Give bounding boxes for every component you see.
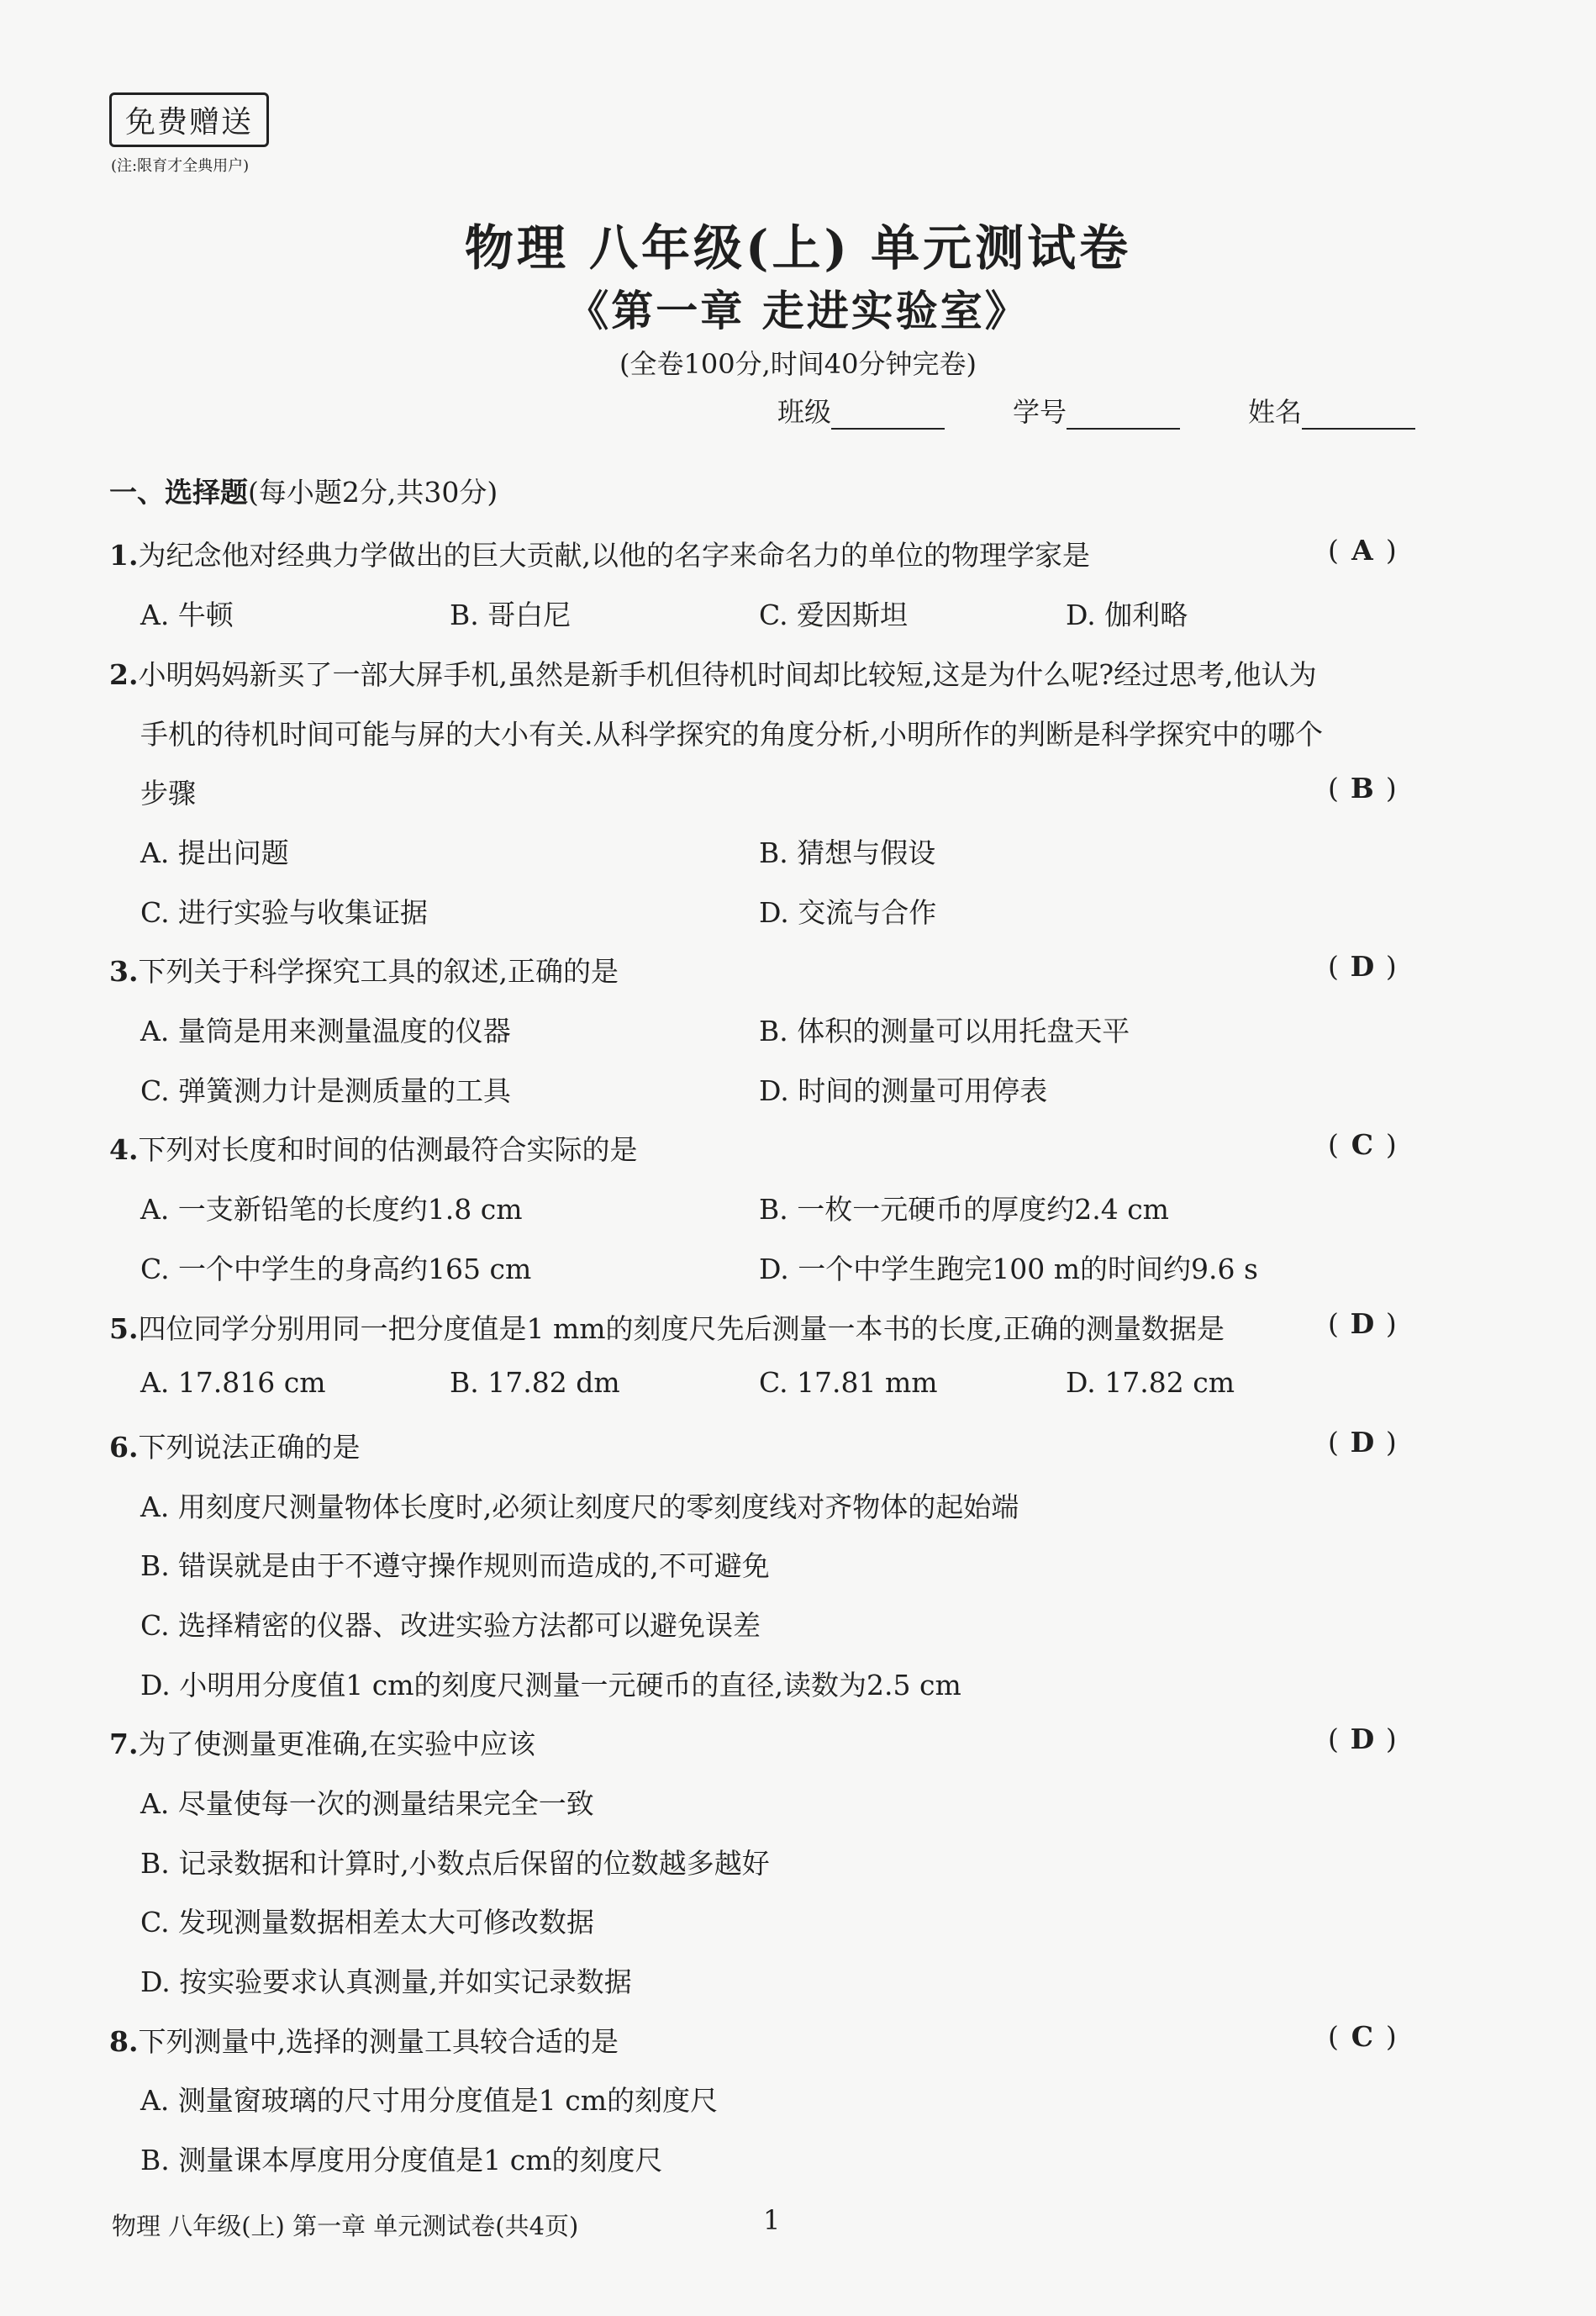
question-number: 5. [109, 1312, 139, 1345]
free-gift-badge: 免费赠送 [109, 92, 269, 147]
class-blank [831, 403, 945, 430]
number-field [1013, 391, 1180, 430]
option: A. 提出问题 [140, 836, 289, 869]
question-5 [109, 1307, 1225, 1347]
answer-7: ( D ) [1328, 1722, 1397, 1755]
option: D. 伽利略 [1066, 599, 1188, 631]
page-footer: 物理 八年级(上) 第一章 单元测试卷(共4页) [112, 2212, 579, 2240]
option: B. 一枚一元硬币的厚度约2.4 cm [759, 1193, 1169, 1226]
answer-letter: C [1351, 2020, 1373, 2053]
question-number: 4. [109, 1133, 139, 1166]
option: D. 按实验要求认真测量,并如实记录数据 [140, 1965, 632, 1998]
answer-letter: D [1350, 1307, 1375, 1340]
question-number: 8. [109, 2025, 139, 2058]
question-text: 手机的待机时间可能与屏的大小有关.从科学探究的角度分析,小明所作的判断是科学探究中的哪个 [140, 718, 1323, 751]
answer-2: ( B ) [1328, 772, 1397, 805]
option: D. 一个中学生跑完100 m的时间约9.6 s [759, 1253, 1258, 1285]
answer-letter: D [1350, 950, 1375, 983]
option: A. 测量窗玻璃的尺寸用分度值是1 cm的刻度尺 [140, 2084, 719, 2117]
question-4 [109, 1128, 637, 1168]
class-label: 班级 [777, 396, 832, 428]
option: A. 尽量使每一次的测量结果完全一致 [140, 1787, 594, 1820]
section-note: (每小题2分,共30分) [248, 476, 498, 509]
question-7 [109, 1722, 535, 1762]
question-1 [109, 534, 1090, 573]
question-text: 为纪念他对经典力学做出的巨大贡献,以他的名字来命名力的单位的物理学家是 [138, 539, 1090, 572]
question-number: 3. [109, 955, 139, 988]
answer-6: ( D ) [1328, 1426, 1397, 1459]
option: C. 17.81 mm [759, 1366, 938, 1399]
answer-3: ( D ) [1328, 950, 1397, 983]
option: A. 17.816 cm [140, 1366, 326, 1399]
number-label: 学号 [1013, 396, 1067, 428]
user-note: (注:限育才全典用户) [111, 157, 250, 175]
option: C. 进行实验与收集证据 [140, 896, 429, 929]
option: B. 猜想与假设 [759, 836, 936, 869]
section-heading [109, 471, 498, 510]
question-number: 7. [109, 1728, 139, 1760]
option: D. 小明用分度值1 cm的刻度尺测量一元硬币的直径,读数为2.5 cm [140, 1669, 961, 1701]
question-text: 下列对长度和时间的估测最符合实际的是 [138, 1133, 638, 1166]
class-field [777, 391, 945, 430]
question-text: 下列关于科学探究工具的叙述,正确的是 [138, 955, 619, 988]
option: C. 发现测量数据相差太大可修改数据 [140, 1906, 595, 1939]
option: A. 量筒是用来测量温度的仪器 [140, 1015, 511, 1047]
option: C. 一个中学生的身高约165 cm [140, 1253, 532, 1285]
name-label: 姓名 [1248, 396, 1303, 428]
exam-title: 物理 八年级(上) 单元测试卷 [464, 219, 1132, 277]
answer-5: ( D ) [1328, 1307, 1397, 1340]
question-number: 6. [109, 1431, 139, 1464]
question-6 [109, 1426, 360, 1465]
option: B. 记录数据和计算时,小数点后保留的位数越多越好 [140, 1847, 770, 1880]
answer-letter: B [1350, 772, 1374, 805]
exam-meta: (全卷100分,时间40分钟完卷) [619, 348, 977, 380]
answer-letter: C [1351, 1128, 1373, 1161]
answer-8: ( C ) [1328, 2020, 1397, 2053]
page-number: 1 [763, 2204, 781, 2236]
answer-letter: D [1350, 1722, 1375, 1755]
answer-4: ( C ) [1328, 1128, 1397, 1161]
question-3 [109, 950, 619, 989]
question-text: 小明妈妈新买了一部大屏手机,虽然是新手机但待机时间却比较短,这是为什么呢?经过思考,他认为 [138, 658, 1317, 691]
option: B. 体积的测量可以用托盘天平 [759, 1015, 1130, 1047]
option: A. 一支新铅笔的长度约1.8 cm [140, 1193, 523, 1226]
name-field [1248, 391, 1415, 430]
question-8 [109, 2020, 619, 2060]
name-blank [1302, 403, 1415, 430]
question-number: 2. [109, 658, 139, 691]
option: D. 时间的测量可用停表 [759, 1074, 1048, 1107]
option: B. 17.82 dm [450, 1366, 620, 1399]
question-number: 1. [109, 539, 139, 572]
question-text: 四位同学分别用同一把分度值是1 mm的刻度尺先后测量一本书的长度,正确的测量数据是 [138, 1312, 1225, 1345]
question-text: 下列测量中,选择的测量工具较合适的是 [138, 2025, 619, 2058]
option: A. 用刻度尺测量物体长度时,必须让刻度尺的零刻度线对齐物体的起始端 [140, 1490, 1019, 1523]
option: B. 错误就是由于不遵守操作规则而造成的,不可避免 [140, 1549, 770, 1582]
question-text: 为了使测量更准确,在实验中应该 [138, 1728, 535, 1760]
number-blank [1067, 403, 1180, 430]
option: C. 选择精密的仪器、改进实验方法都可以避免误差 [140, 1609, 761, 1642]
option: B. 测量课本厚度用分度值是1 cm的刻度尺 [140, 2144, 663, 2176]
option: C. 爱因斯坦 [759, 599, 909, 631]
option: D. 17.82 cm [1066, 1366, 1235, 1399]
answer-1: ( A ) [1328, 534, 1397, 567]
answer-letter: A [1351, 534, 1373, 567]
option: D. 交流与合作 [759, 896, 937, 929]
question-text: 步骤 [140, 777, 196, 810]
section-title: 一、选择题 [109, 476, 248, 509]
option: B. 哥白尼 [450, 599, 572, 631]
option: C. 弹簧测力计是测质量的工具 [140, 1074, 512, 1107]
question-text: 下列说法正确的是 [138, 1431, 361, 1464]
answer-letter: D [1350, 1426, 1375, 1459]
chapter-subtitle: 《第一章 走进实验室》 [566, 286, 1030, 335]
question-2 [109, 653, 1317, 693]
option: A. 牛顿 [140, 599, 234, 631]
